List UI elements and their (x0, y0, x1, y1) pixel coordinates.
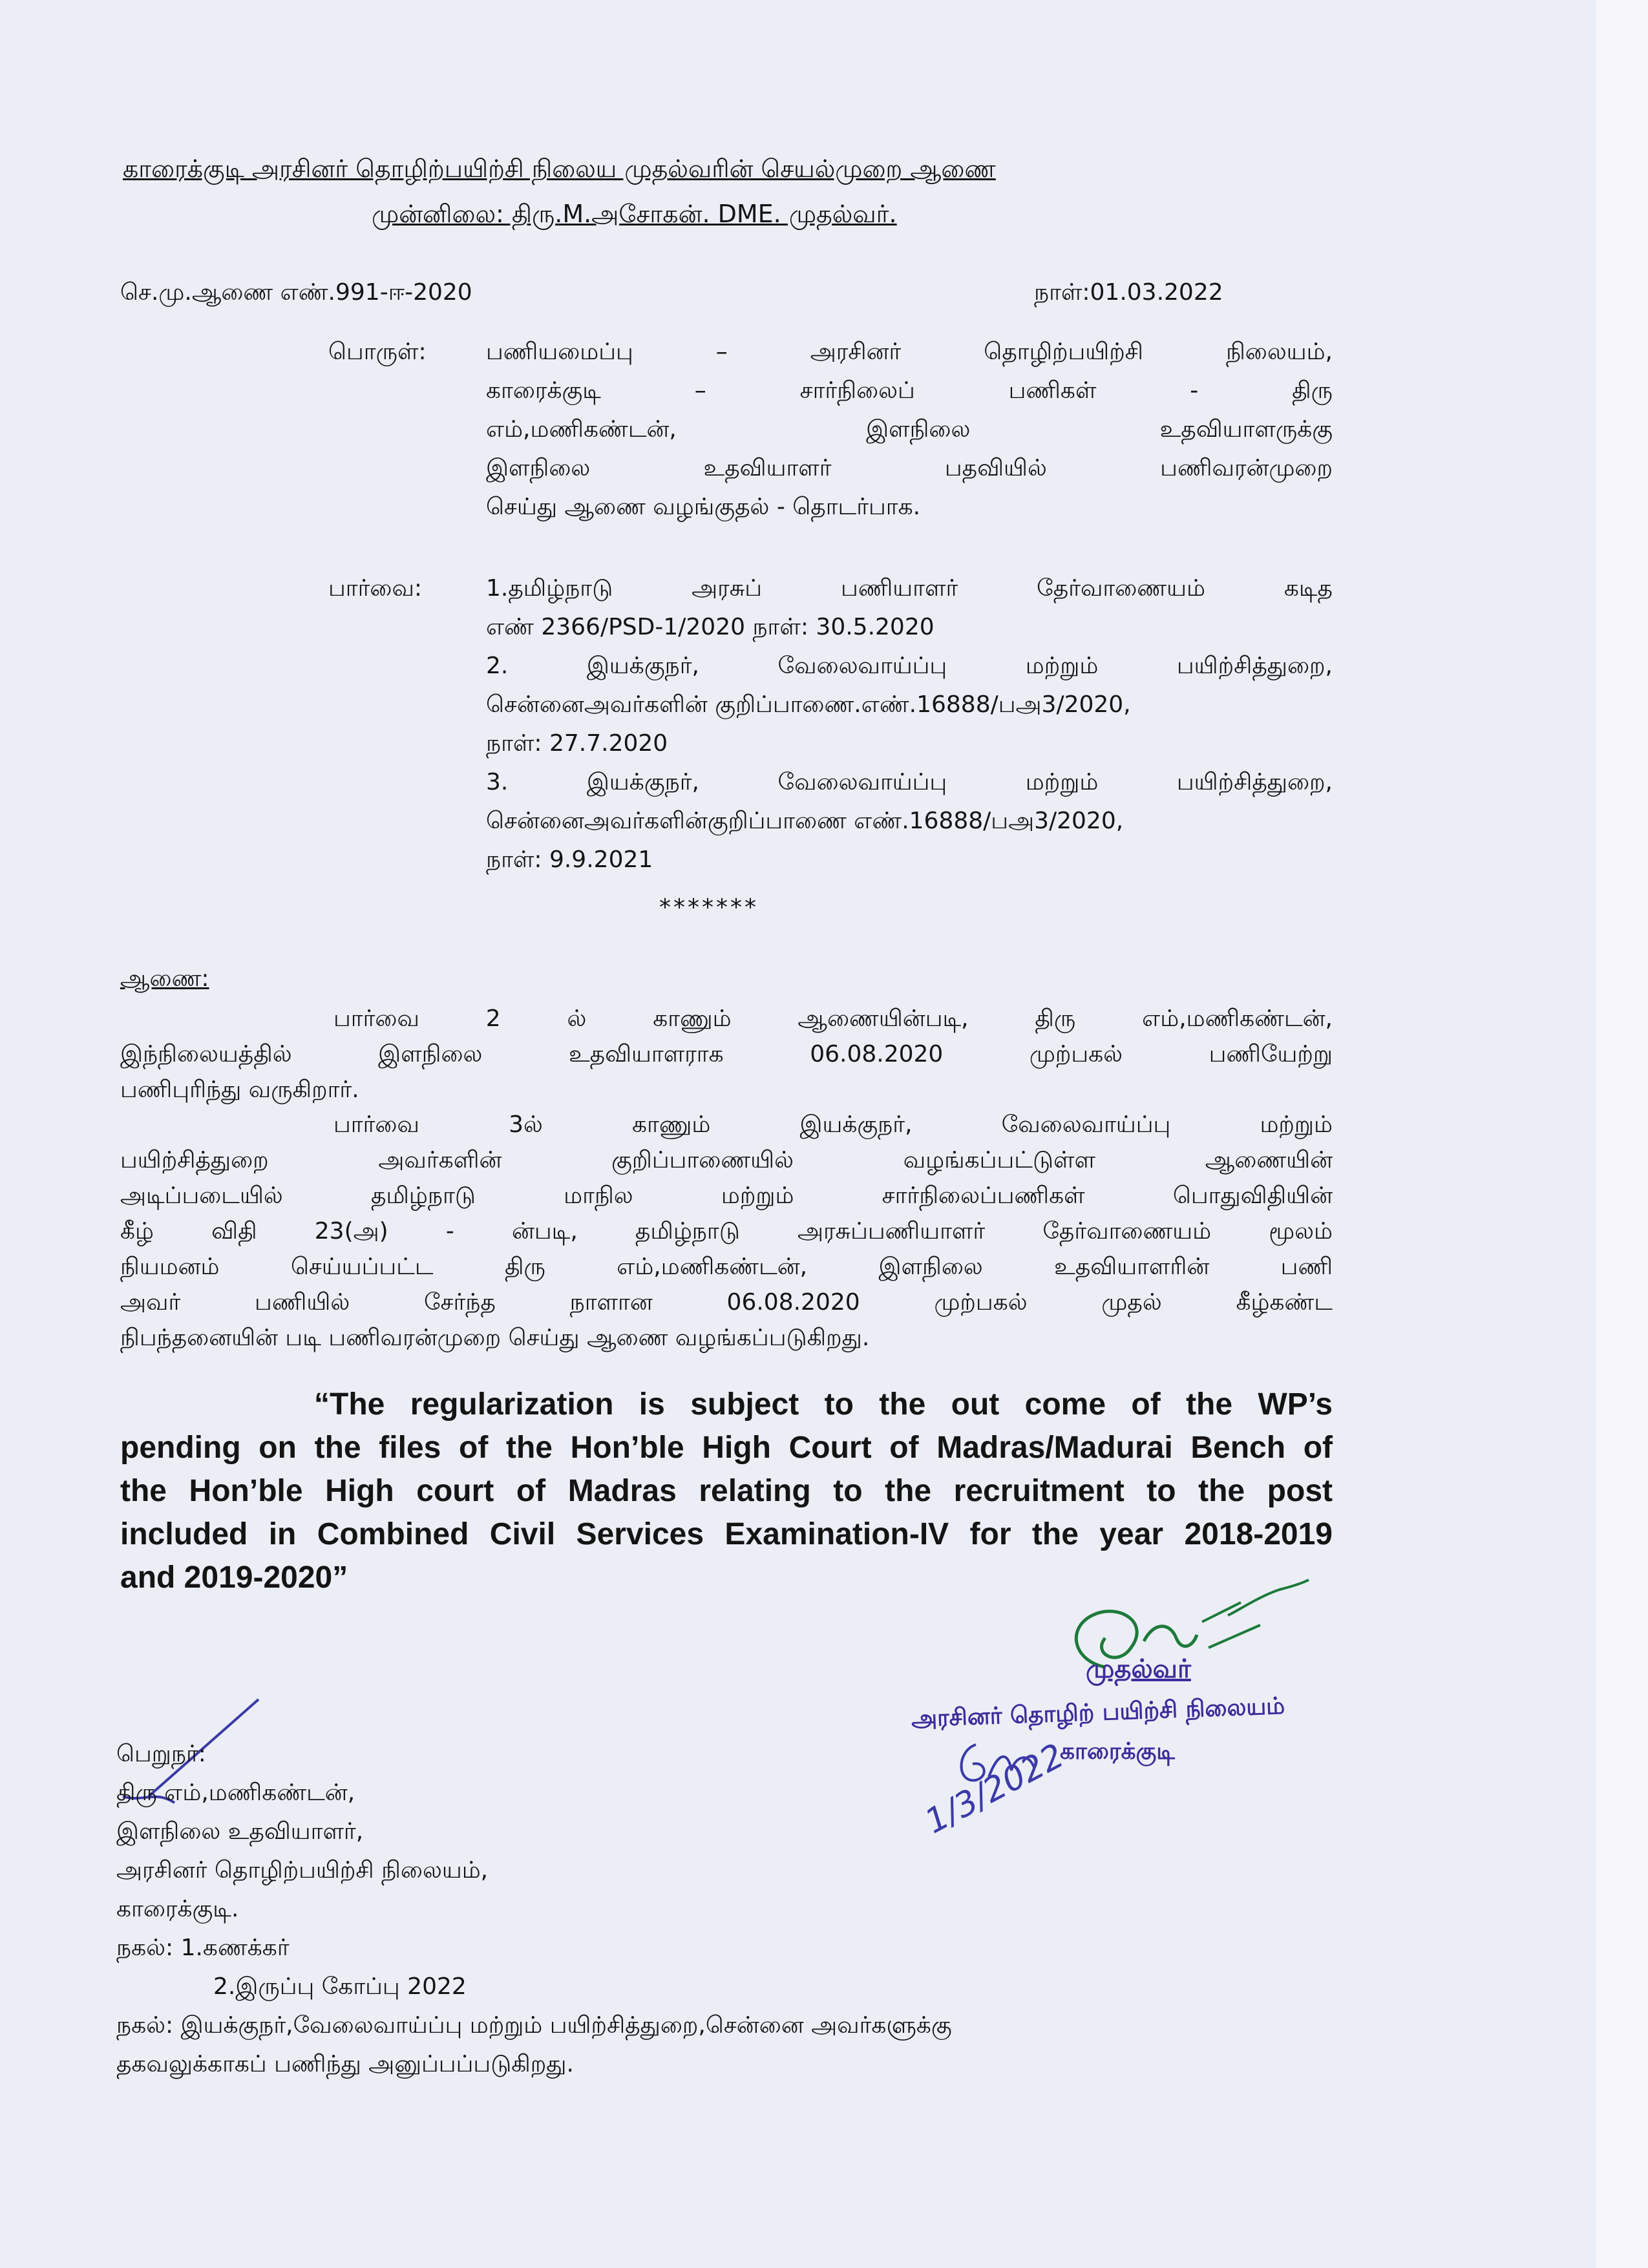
paragraph-line: பயிற்சித்துறை அவர்களின் குறிப்பாணையில் வழங்கப்பட்டுள்ள ஆணையின் (120, 1147, 1333, 1173)
copy-line: தகவலுக்காகப் பணிந்து அனுப்பப்படுகிறது. (116, 2051, 574, 2077)
copy-line: 2.இருப்பு கோப்பு 2022 (213, 1973, 467, 2000)
recipient-line: இளநிலை உதவியாளர், (116, 1818, 364, 1845)
reference-line: நாள்: 27.7.2020 (486, 730, 668, 757)
paragraph-line: பார்வை 2 ல் காணும் ஆணையின்படி, திரு எம்,மணிகண்டன், (333, 1005, 1333, 1032)
condition-line: the Hon’ble High court of Madras relating to the recruitment to the post (120, 1474, 1333, 1508)
reference-line: 1.தமிழ்நாடு அரசுப் பணியாளர் தேர்வாணையம் கடித (486, 575, 1333, 602)
reference-text (486, 572, 1333, 876)
order-heading: ஆணை: (120, 965, 209, 992)
reference-line: நாள்: 9.9.2021 (486, 846, 653, 873)
subject-line: இளநிலை உதவியாளர் பதவியில் பணிவரன்முறை (486, 455, 1333, 481)
paragraph-line: இந்நிலையத்தில் இளநிலை உதவியாளராக 06.08.2020 முற்பகல் பணியேற்று (120, 1041, 1333, 1067)
subject-text (486, 336, 1333, 523)
recipient-label: பெறுநர்: (116, 1741, 206, 1767)
subject-line: எம்,மணிகண்டன், இளநிலை உதவியாளருக்கு (486, 416, 1333, 443)
scan-page-edge (1596, 0, 1648, 2268)
copy-line: நகல்: 1.கணக்கர் (116, 1935, 290, 1961)
paragraph-line: அவர் பணியில் சேர்ந்த நாளான 06.08.2020 முற்பகல் முதல் கீழ்கண்ட (120, 1289, 1333, 1316)
recipient-line: திரு எம்,மணிகண்டன், (116, 1780, 355, 1806)
order-number: செ.மு.ஆணை எண்.991-ஈ-2020 (120, 279, 472, 306)
reference-label: பார்வை: (328, 575, 423, 602)
document-title: காரைக்குடி அரசினர் தொழிற்பயிற்சி நிலைய முதல்வரின் செயல்முறை ஆணை (123, 154, 996, 183)
condition-line: “The regularization is subject to the out come of the WP’s (314, 1387, 1333, 1422)
order-date: நாள்:01.03.2022 (1034, 279, 1223, 306)
reference-line: சென்னைஅவர்களின் குறிப்பாணை.எண்.16888/பஅ3/2020, (486, 691, 1131, 718)
paragraph-line: பணிபுரிந்து வருகிறார். (120, 1076, 359, 1103)
subject-line: பணியமைப்பு – அரசினர் தொழிற்பயிற்சி நிலையம், (486, 339, 1333, 365)
paragraph-line: பார்வை 3ல் காணும் இயக்குநர், வேலைவாய்ப்பு மற்றும் (333, 1111, 1333, 1138)
reference-line: எண் 2366/PSD-1/2020 நாள்: 30.5.2020 (486, 614, 935, 640)
section-separator: ******* (659, 894, 759, 921)
institute-stamp: அரசினர் தொழிற் பயிற்சி நிலையம் (911, 1692, 1285, 1733)
recipient-line: காரைக்குடி. (116, 1896, 239, 1922)
regularization-condition (120, 1383, 1333, 1599)
paragraph-line: கீழ் விதி 23(அ) - ன்படி, தமிழ்நாடு அரசுப்பணியாளர் தேர்வாணையம் மூலம் (120, 1218, 1333, 1244)
condition-line: and 2019-2020” (120, 1560, 348, 1595)
subject-label: பொருள்: (328, 339, 427, 365)
location-stamp: காரைக்குடி (1060, 1738, 1175, 1765)
subject-line: காரைக்குடி – சார்நிலைப் பணிகள் - திரு (486, 377, 1333, 404)
presided-by-line: முன்னிலை: திரு.M.அசோகன். DME. முதல்வர். (372, 200, 897, 228)
recipient-line: அரசினர் தொழிற்பயிற்சி நிலையம், (116, 1857, 489, 1884)
paragraph-line: அடிப்படையில் தமிழ்நாடு மாநில மற்றும் சார்நிலைப்பணிகள் பொதுவிதியின் (120, 1182, 1333, 1209)
order-paragraph-2 (120, 1109, 1333, 1354)
condition-line: included in Combined Civil Services Examination-IV for the year 2018-2019 (120, 1517, 1333, 1551)
paragraph-line: நிபந்தனையின் படி பணிவரன்முறை செய்து ஆணை வழங்கப்படுகிறது. (120, 1325, 870, 1351)
reference-line: 3. இயக்குநர், வேலைவாய்ப்பு மற்றும் பயிற்சித்துறை, (486, 769, 1333, 795)
order-paragraph-1 (120, 1003, 1333, 1106)
copy-line: நகல்: இயக்குநர்,வேலைவாய்ப்பு மற்றும் பயிற்சித்துறை,சென்னை அவர்களுக்கு (116, 2012, 952, 2039)
condition-line: pending on the files of the Hon’ble High Court of Madras/Madurai Bench of (120, 1431, 1333, 1465)
reference-line: 2. இயக்குநர், வேலைவாய்ப்பு மற்றும் பயிற்சித்துறை, (486, 653, 1333, 679)
handwritten-date: 1/3/2022 (918, 1736, 1071, 1842)
designation-stamp: முதல்வர் (1086, 1654, 1191, 1684)
reference-line: சென்னைஅவர்களின்குறிப்பாணை எண்.16888/பஅ3/2020, (486, 808, 1124, 834)
subject-line: செய்து ஆணை வழங்குதல் - தொடர்பாக. (486, 494, 921, 520)
paragraph-line: நியமனம் செய்யப்பட்ட திரு எம்,மணிகண்டன், இளநிலை உதவியாளரின் பணி (120, 1254, 1333, 1280)
